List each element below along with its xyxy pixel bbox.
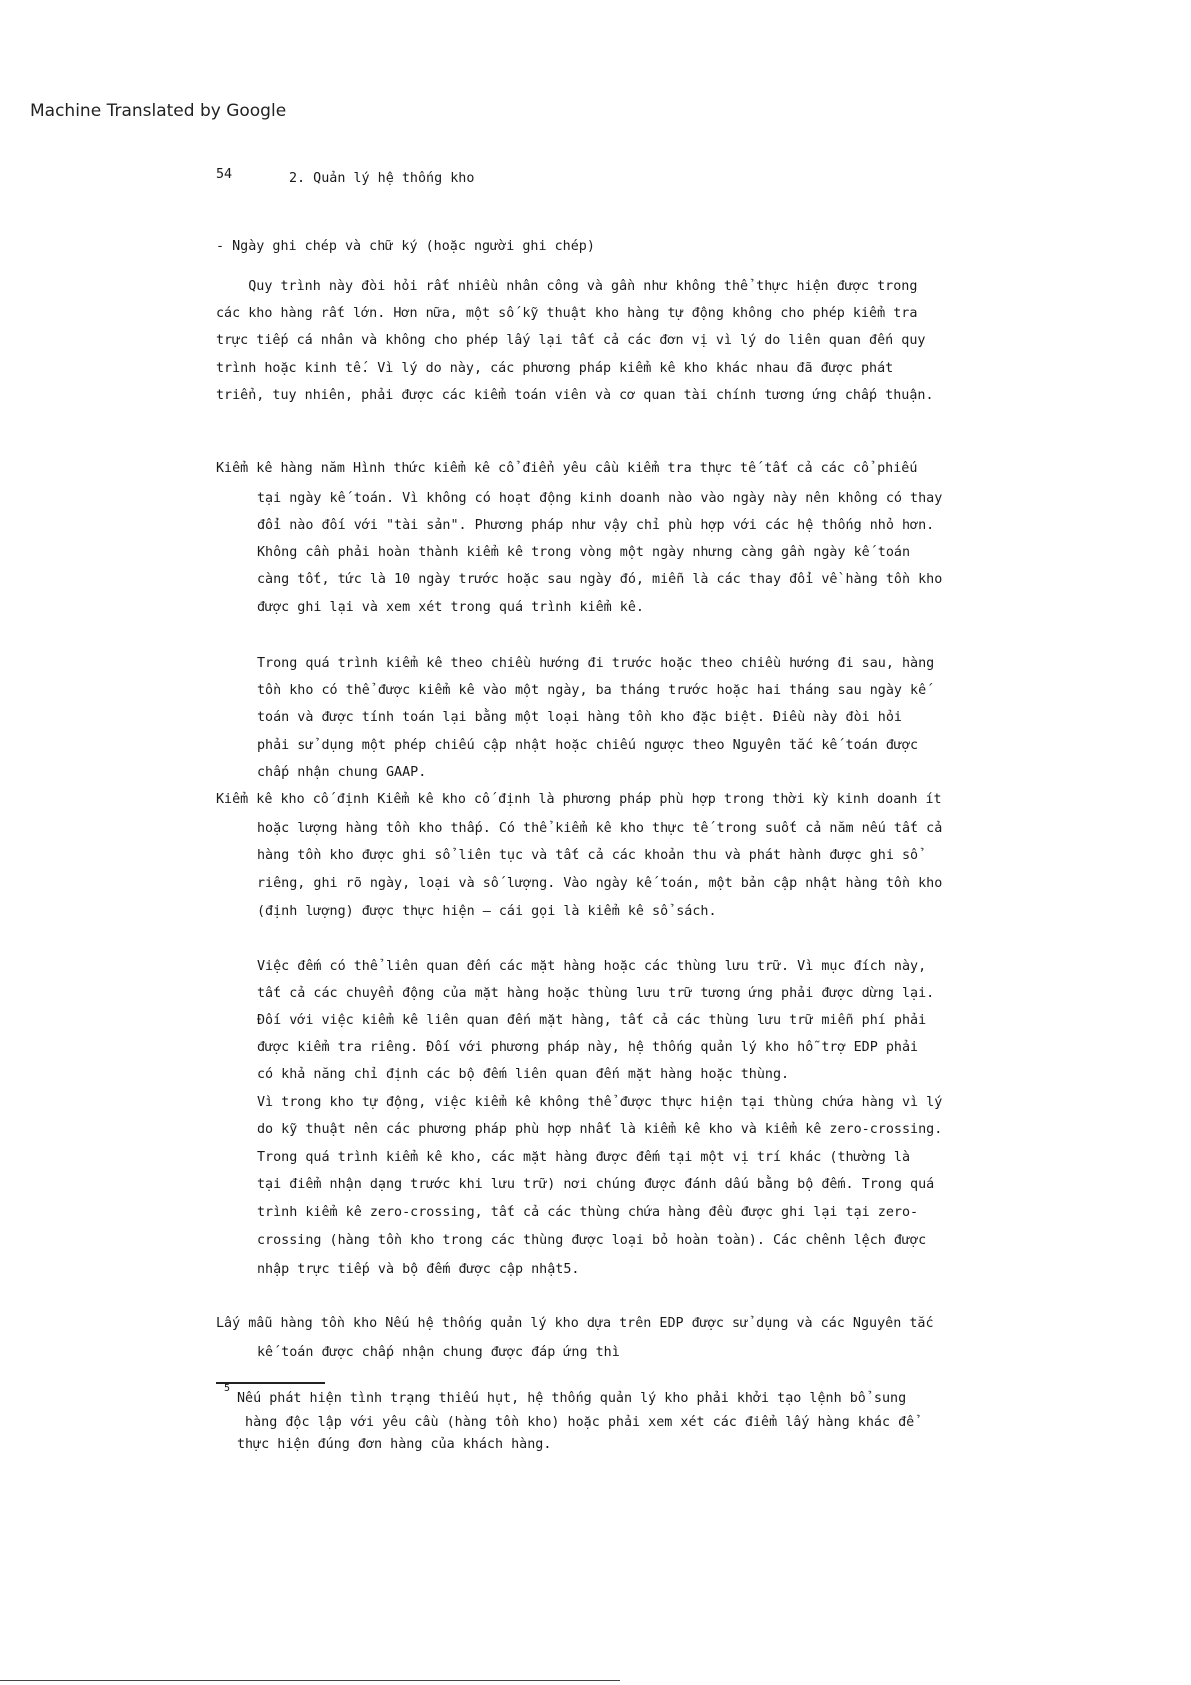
fixed-para2-line: crossing (hàng tồn kho trong các thùng được loại bỏ hoàn toàn). Các chênh lệch được [257, 1233, 927, 1248]
fixed-line: hàng tồn kho được ghi sổ liên tục và tất cả các khoản thu và phát hành được ghi sổ [257, 848, 919, 863]
annual-line: càng tốt, tức là 10 ngày trước hoặc sau ngày đó, miễn là các thay đổi về hàng tồn kho [257, 572, 943, 587]
sampling-lead: Lấy mẫu hàng tồn kho Nếu hệ thống quản lý kho dựa trên EDP được sử dụng và các Nguyên tắc [216, 1316, 934, 1331]
fixed-line: hoặc lượng hàng tồn kho thấp. Có thể kiểm kê kho thực tế trong suốt cả năm nếu tất cả [257, 821, 943, 836]
bullet-item: - Ngày ghi chép và chữ ký (hoặc người ghi chép) [216, 239, 595, 254]
fixed-line: (định lượng) được thực hiện – cái gọi là kiểm kê sổ sách. [257, 904, 717, 919]
intro-line: Quy trình này đòi hỏi rất nhiều nhân công và gần như không thể thực hiện được trong [216, 279, 918, 294]
fixed-para2-line: do kỹ thuật nên các phương pháp phù hợp nhất là kiểm kê kho và kiểm kê zero-crossing. [257, 1122, 943, 1137]
machine-translation-banner: Machine Translated by Google [30, 101, 287, 121]
footnote-line: Nếu phát hiện tình trạng thiếu hụt, hệ thống quản lý kho phải khởi tạo lệnh bổ sung [237, 1391, 907, 1406]
annual-line: được ghi lại và xem xét trong quá trình kiểm kê. [257, 600, 644, 615]
annual-para2-line: tồn kho có thể được kiểm kê vào một ngày, ba tháng trước hoặc hai tháng sau ngày kế [257, 683, 927, 698]
fixed-para2-line: có khả năng chỉ định các bộ đếm liên quan đến mặt hàng hoặc thùng. [257, 1067, 790, 1082]
intro-line: các kho hàng rất lớn. Hơn nữa, một số kỹ thuật kho hàng tự động không cho phép kiểm tra [216, 306, 918, 321]
annual-para2-line: chấp nhận chung GAAP. [257, 765, 427, 780]
annual-inventory-lead: Kiểm kê hàng năm Hình thức kiểm kê cổ điển yêu cầu kiểm tra thực tế tất cả các cổ phiếu [216, 461, 918, 476]
annual-line: đổi nào đối với "tài sản". Phương pháp như vậy chỉ phù hợp với các hệ thống nhỏ hơn. [257, 518, 935, 533]
sampling-line: kế toán được chấp nhận chung được đáp ứng thì [257, 1345, 620, 1360]
fixed-line: riêng, ghi rõ ngày, loại và số lượng. Vào ngày kế toán, một bản cập nhật hàng tồn kho [257, 876, 943, 891]
fixed-para2-line: tại điểm nhận dạng trước khi lưu trữ) nơi chúng được đánh dấu bằng bộ đếm. Trong quá [257, 1177, 935, 1192]
footnote-line: thực hiện đúng đơn hàng của khách hàng. [237, 1437, 552, 1452]
fixed-para2-line: Vì trong kho tự động, việc kiểm kê không thể được thực hiện tại thùng chứa hàng vì lý [257, 1095, 943, 1110]
footnote-mark: 5 [224, 1383, 231, 1394]
intro-line: trực tiếp cá nhân và không cho phép lấy lại tất cả các đơn vị vì lý do liên quan đến quy [216, 333, 926, 348]
footnote-line: hàng độc lập với yêu cầu (hàng tồn kho) hoặc phải xem xét các điểm lấy hàng khác để [237, 1415, 915, 1430]
intro-line: triển, tuy nhiên, phải được các kiểm toán viên và cơ quan tài chính tương ứng chấp thuận. [216, 388, 934, 403]
fixed-para2-line: được kiểm tra riêng. Đối với phương pháp này, hệ thống quản lý kho hỗ trợ EDP phải [257, 1040, 919, 1055]
fixed-para2-line: trình kiểm kê zero-crossing, tất cả các thùng chứa hàng đều được ghi lại tại zero- [257, 1205, 919, 1220]
annual-para2-line: Trong quá trình kiểm kê theo chiều hướng đi trước hoặc theo chiều hướng đi sau, hàng [257, 656, 935, 671]
footnote-rule [216, 1382, 325, 1384]
fixed-para2-line: Trong quá trình kiểm kê kho, các mặt hàng được đếm tại một vị trí khác (thường là [257, 1150, 911, 1165]
running-title: 2. Quản lý hệ thống kho [289, 171, 475, 186]
fixed-para2-line: Việc đếm có thể liên quan đến các mặt hàng hoặc các thùng lưu trữ. Vì mục đích này, [257, 959, 927, 974]
annual-para2-line: toán và được tính toán lại bằng một loại hàng tồn kho đặc biệt. Điều này đòi hỏi [257, 710, 902, 725]
intro-line: trình hoặc kinh tế. Vì lý do này, các phương pháp kiểm kê kho khác nhau đã được phát [216, 361, 894, 376]
annual-line: Không cần phải hoàn thành kiểm kê trong vòng một ngày nhưng càng gần ngày kế toán [257, 545, 911, 560]
page-number: 54 [216, 167, 233, 182]
fixed-inventory-lead: Kiểm kê kho cố định Kiểm kê kho cố định là phương pháp phù hợp trong thời kỳ kinh doanh ít [216, 792, 942, 807]
fixed-para2-line: tất cả các chuyển động của mặt hàng hoặc thùng lưu trữ tương ứng phải được dừng lại. [257, 986, 935, 1001]
fixed-para2-line: nhập trực tiếp và bộ đếm được cập nhật5. [257, 1262, 580, 1277]
annual-line: tại ngày kế toán. Vì không có hoạt động kinh doanh nào vào ngày này nên không có thay [257, 491, 943, 506]
page-bottom-rule [0, 1680, 620, 1681]
annual-para2-line: phải sử dụng một phép chiếu cập nhật hoặc chiếu ngược theo Nguyên tắc kế toán được [257, 738, 919, 753]
fixed-para2-line: Đối với việc kiểm kê liên quan đến mặt hàng, tất cả các thùng lưu trữ miễn phí phải [257, 1013, 927, 1028]
